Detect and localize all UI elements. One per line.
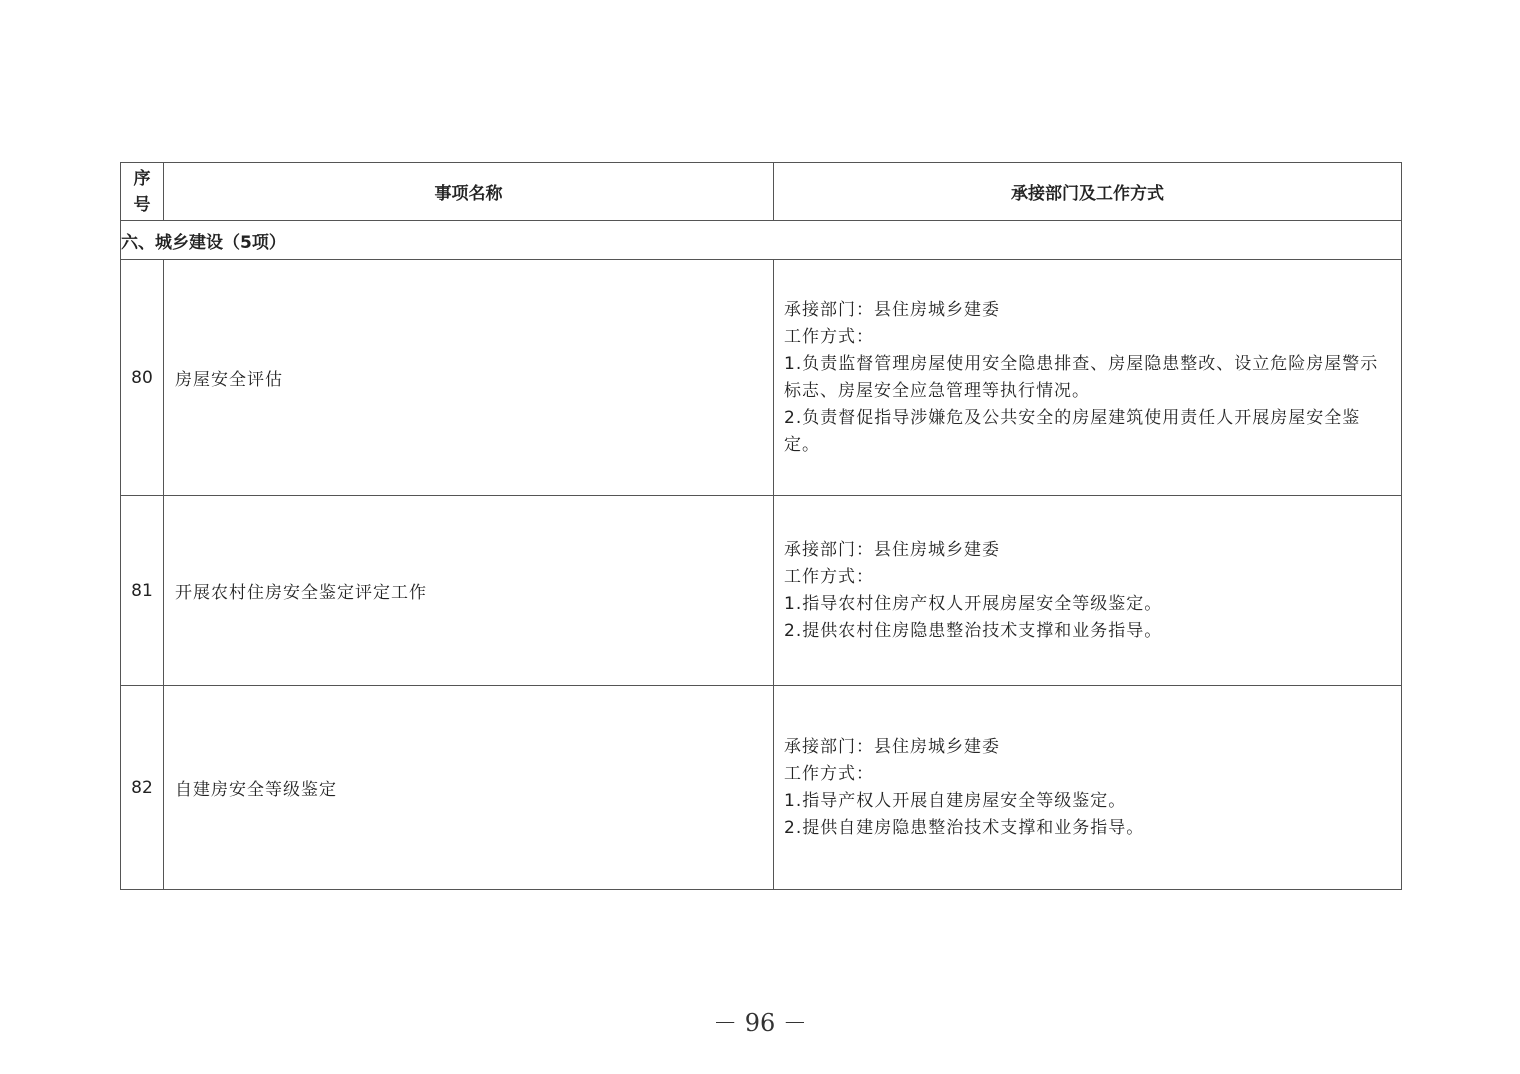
method-item: 1.指导产权人开展自建房屋安全等级鉴定。 [784, 790, 1127, 811]
header-seq-line1: 序 [133, 168, 151, 189]
page-number: － 96 － [713, 1009, 807, 1037]
row-number: 81 [121, 496, 164, 686]
dept-line: 承接部门：县住房城乡建委 [784, 299, 1000, 320]
section-title: 六、城乡建设（5项） [121, 221, 1402, 260]
method-item: 2.负责督促指导涉嫌危及公共安全的房屋建筑使用责任人开展房屋安全鉴定。 [784, 407, 1361, 455]
table-row [121, 260, 1402, 496]
row-number: 82 [121, 686, 164, 890]
dept-cell [774, 496, 1402, 686]
dept-line: 承接部门：县住房城乡建委 [784, 539, 1000, 560]
matter-name: 自建房安全等级鉴定 [164, 686, 774, 890]
table-row [121, 496, 1402, 686]
dept-cell [774, 686, 1402, 890]
method-label: 工作方式： [784, 763, 874, 784]
matter-name: 房屋安全评估 [164, 260, 774, 496]
header-name: 事项名称 [164, 163, 774, 221]
dept-cell [774, 260, 1402, 496]
matters-table [120, 162, 1402, 890]
table-header-row [121, 163, 1402, 221]
method-label: 工作方式： [784, 566, 874, 587]
section-row [121, 221, 1402, 260]
header-seq-line2: 号 [133, 194, 151, 215]
method-item: 1.负责监督管理房屋使用安全隐患排查、房屋隐患整改、设立危险房屋警示标志、房屋安全应急管理等执行情况。 [784, 353, 1379, 401]
method-item: 2.提供自建房隐患整治技术支撑和业务指导。 [784, 817, 1145, 838]
row-number: 80 [121, 260, 164, 496]
method-item: 2.提供农村住房隐患整治技术支撑和业务指导。 [784, 620, 1163, 641]
method-label: 工作方式： [784, 326, 874, 347]
header-seq [121, 163, 164, 221]
table-row [121, 686, 1402, 890]
header-dept: 承接部门及工作方式 [774, 163, 1402, 221]
matter-name: 开展农村住房安全鉴定评定工作 [164, 496, 774, 686]
method-item: 1.指导农村住房产权人开展房屋安全等级鉴定。 [784, 593, 1163, 614]
dept-line: 承接部门：县住房城乡建委 [784, 736, 1000, 757]
